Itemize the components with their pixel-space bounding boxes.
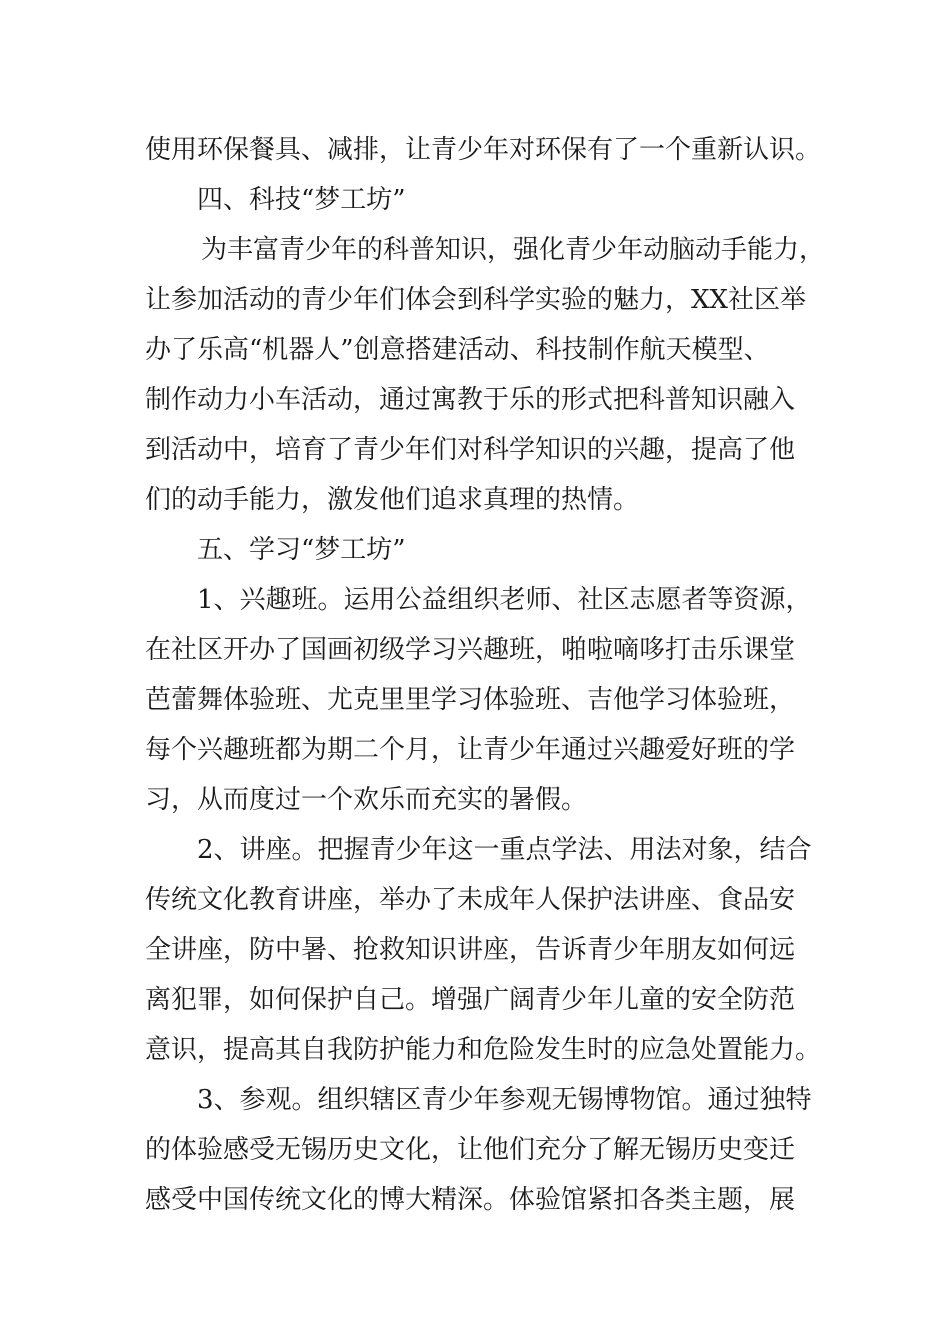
text-line-22: 感受中国传统文化的博大精深。体验馆紧扣各类主题，展 bbox=[145, 1185, 796, 1215]
text-line-21: 的体验感受无锡历史文化，让他们充分了解无锡历史变迁 bbox=[145, 1135, 796, 1165]
text-line-20: 3、参观。组织辖区青少年参观无锡博物馆。通过独特 bbox=[197, 1085, 812, 1115]
text-line-6: 制作动力小车活动，通过寓教于乐的形式把科普知识融入 bbox=[145, 385, 796, 415]
text-line-16: 传统文化教育讲座，举办了未成年人保护法讲座、食品安 bbox=[145, 885, 796, 915]
text-line-1: 使用环保餐具、减排，让青少年对环保有了一个重新认识。 bbox=[145, 135, 822, 165]
section-heading-tech: 四、科技“梦工坊” bbox=[197, 185, 406, 215]
text-line-17: 全讲座，防中暑、抢救知识讲座，告诉青少年朋友如何远 bbox=[145, 935, 796, 965]
text-line-15: 2、讲座。把握青少年这一重点学法、用法对象，结合 bbox=[197, 835, 812, 865]
text-line-8: 们的动手能力，激发他们追求真理的热情。 bbox=[145, 485, 640, 515]
text-line-19: 意识，提高其自我防护能力和危险发生时的应急处置能力。 bbox=[145, 1035, 822, 1065]
text-line-5: 办了乐高“机器人”创意搭建活动、科技制作航天模型、 bbox=[145, 335, 770, 365]
text-line-3: 为丰富青少年的科普知识，强化青少年动脑动手能力， bbox=[201, 235, 826, 265]
text-line-14: 习，从而度过一个欢乐而充实的暑假。 bbox=[145, 785, 588, 815]
text-line-4: 让参加活动的青少年们体会到科学实验的魅力，XX社区举 bbox=[145, 285, 807, 315]
text-line-11: 在社区开办了国画初级学习兴趣班，啪啦嘀哆打击乐课堂 bbox=[145, 635, 796, 665]
section-heading-study: 五、学习“梦工坊” bbox=[197, 535, 406, 565]
text-line-13: 每个兴趣班都为期二个月，让青少年通过兴趣爱好班的学 bbox=[145, 735, 796, 765]
text-line-12: 芭蕾舞体验班、尤克里里学习体验班、吉他学习体验班， bbox=[145, 685, 796, 715]
text-line-18: 离犯罪，如何保护自己。增强广阔青少年儿童的安全防范 bbox=[145, 985, 796, 1015]
text-line-7: 到活动中，培育了青少年们对科学知识的兴趣，提高了他 bbox=[145, 435, 796, 465]
text-line-10: 1、兴趣班。运用公益组织老师、社区志愿者等资源， bbox=[197, 585, 812, 615]
